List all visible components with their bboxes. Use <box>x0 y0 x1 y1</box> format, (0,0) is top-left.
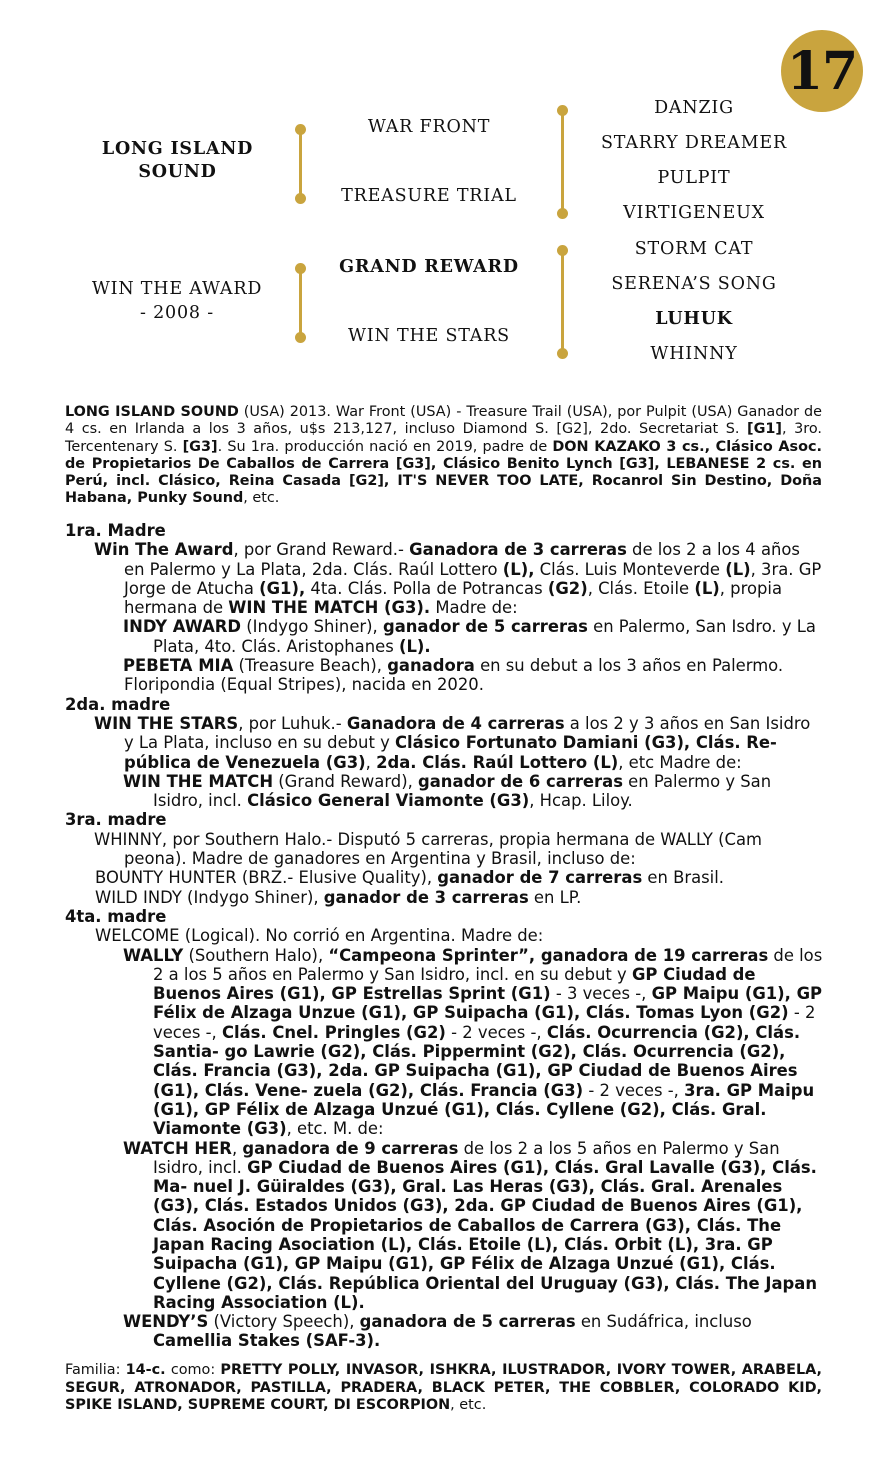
text: en LP. <box>528 887 582 907</box>
bold-text: WATCH HER <box>123 1138 232 1158</box>
family-paragraph <box>65 868 825 887</box>
bold-text: [G1] <box>747 421 782 438</box>
pedigree-dot <box>557 245 568 256</box>
text: (Southern Halo), <box>183 945 329 965</box>
bold-text: 1ra. Madre <box>65 521 166 540</box>
bold-text: GP Ciudad de Buenos Aires (G1), Clás. Gral Lavalle (G3), Clás. Ma- nuel J. Güiraldes (G3), Gral. Las Heras (G3), Clás. Gral. Arenales (G3), Clás. Estados Unidos (G3), 2da. GP Ciudad de Buenos Aires (G1), Clás. Asoción de Propietarios de Caballos de Carrera (G3), Clás. The Japan Racing Asociation (L), Clás. Etoile (L), Clás. Orbit (L), 3ra. GP Suipacha (G1), GP Maipu (G1), GP Félix de Alzaga Unzué (G1), Clás. Cyllene (G2), Clás. República Oriental del Uruguay (G3), Clás. The Japan Racing Association (L). <box>153 1157 818 1312</box>
family-paragraph <box>65 946 825 1139</box>
bold-text: Clásico General Viamonte (G3) <box>247 791 530 811</box>
section-heading <box>65 907 825 926</box>
pedigree-g3-6: SERENA’S SONG <box>611 274 777 294</box>
bold-text: ganadora de 5 carreras <box>359 1312 576 1332</box>
text: . Su 1ra. producción nació en 2019, padre de <box>217 438 553 455</box>
text: , propia hermana de <box>124 578 782 618</box>
pedigree-dam-year: - 2008 - <box>140 303 214 323</box>
text: (Indygo Shiner), <box>241 617 383 637</box>
female-family <box>65 521 825 1351</box>
text: Floripondia (Equal Stripes), nacida en 2020. <box>124 675 484 695</box>
bold-text: Ganadora de 3 carreras <box>409 540 627 560</box>
text: Madre de: <box>430 598 518 618</box>
bold-text: WIN THE MATCH <box>123 771 274 791</box>
bold-text: ganador de 7 carreras <box>437 868 643 888</box>
text: en Palermo y San Isidro, incl. <box>153 771 772 811</box>
section-heading <box>65 521 825 540</box>
pedigree-connector-dam <box>299 268 302 338</box>
bold-text: DON KAZAKO 3 cs., Clásico Asoc. de Propietarios De Caballos de Carrera [G3], Clásico Benito Lynch [G3], LEBANESE 2 cs. en Perú, incl. Clásico, Reina Casada [G2], IT'S NEVER TOO LATE, Rocanrol Sin Destino, Doña Habana, Punky Sound <box>65 438 822 507</box>
pedigree-dot <box>295 332 306 343</box>
text: WELCOME (Logical). No corrió en Argentina. Madre de: <box>95 926 544 946</box>
text: , <box>231 1138 243 1158</box>
family-paragraph <box>65 830 825 869</box>
family-paragraph <box>65 675 825 694</box>
pedigree-dot <box>557 208 568 219</box>
text: 4ta. Clás. Polla de Potrancas <box>305 578 548 598</box>
pedigree-connector-sire <box>299 129 302 199</box>
text: de los 2 a los 5 años en Palermo y San Isidro, incl. en su debut y <box>153 945 823 984</box>
pedigree-dam: WIN THE AWARD <box>91 279 263 299</box>
bold-text: 2da. madre <box>65 694 171 714</box>
bold-text: Win The Award <box>94 540 234 560</box>
text: , 3ro. Tercentenary S. <box>65 421 822 455</box>
pedigree-g3-8: WHINNY <box>650 344 738 364</box>
text: Familia: <box>65 1362 126 1378</box>
text: Clás. Luis Monteverde <box>534 559 726 579</box>
text: (Treasure Beach), <box>233 656 388 676</box>
bold-text: Clás. Ocurrencia (G2), Clás. Santia- go Lawrie (G2), Clás. Pippermint (G2), Clás. Ocurrencia (G2), Clás. Francia (G3), 2da. GP Suipacha (G1), GP Ciudad de Buenos Aires (G1), Clás. Vene- zuela (G2), Clás. Francia (G3) <box>153 1022 801 1100</box>
section-heading <box>65 695 825 714</box>
bold-text: PEBETA MIA <box>123 656 234 676</box>
bold-text: 3ra. madre <box>65 810 167 830</box>
text: en su debut a los 3 años en Palermo. <box>474 656 784 676</box>
pedigree-dam-dam: WIN THE STARS <box>348 326 510 346</box>
pedigree-g3-1: DANZIG <box>654 98 734 118</box>
family-paragraph <box>65 888 825 907</box>
bold-text: (L), <box>502 559 535 579</box>
pedigree-g3-4: VIRTIGENEUX <box>623 203 765 223</box>
family-paragraph <box>65 1139 825 1313</box>
text: , etc. <box>450 1397 487 1414</box>
pedigree-sire: LONG ISLAND SOUND <box>101 139 254 182</box>
sire-summary <box>65 404 822 508</box>
family-paragraph <box>65 656 825 675</box>
text: en Sudáfrica, incluso <box>575 1312 752 1332</box>
text: (Victory Speech), <box>208 1312 360 1332</box>
pedigree-g3-2: STARRY DREAMER <box>601 133 787 153</box>
bold-text: WENDY’S <box>123 1312 209 1332</box>
pedigree-g3-5: STORM CAT <box>634 239 754 259</box>
bold-text: GP Ciudad de Buenos Aires (G1), GP Estrellas Sprint (G1) <box>153 964 756 1004</box>
text: , Hcap. Liloy. <box>529 791 633 811</box>
family-paragraph <box>65 540 825 617</box>
pedigree-sire-dam: TREASURE TRIAL <box>341 186 517 206</box>
bold-text: Camellia Stakes (SAF-3). <box>153 1331 381 1351</box>
text: WHINNY, por Southern Halo.- Disputó 5 carreras, propia hermana de WALLY (Cam peona). Madre de ganadores en Argentina y Brasil, incluso de: <box>94 829 762 869</box>
bold-text: Clásico Fortunato Damiani (G3), Clás. Re- pública de Venezuela (G3) <box>124 733 777 772</box>
pedigree-dot <box>295 124 306 135</box>
text: - 2 veces -, <box>153 1003 816 1042</box>
text: en Brasil. <box>642 868 724 888</box>
pedigree-connector-sire-line <box>561 110 564 214</box>
text: (Grand Reward), <box>273 771 419 791</box>
bold-text: 3ra. GP Maipu (G1), GP Félix de Alzaga Unzué (G1), Clás. Cyllene (G2), Clás. Gral. Viamonte (G3) <box>153 1080 815 1139</box>
bold-text: ganadora <box>387 656 475 676</box>
family-paragraph <box>65 1312 825 1351</box>
bold-text: [G3] <box>182 438 218 455</box>
pedigree-dot <box>295 263 306 274</box>
section-heading <box>65 810 825 829</box>
family-paragraph <box>65 714 825 772</box>
bold-text: Ganadora de 4 carreras <box>346 713 565 733</box>
bold-text: (G1), <box>259 578 306 598</box>
pedigree-connector-dam-line <box>561 250 564 354</box>
text: (USA) 2013. War Front (USA) - Treasure Trail (USA), por Pulpit (USA) Ganador de 4 cs. en Irlanda a los 3 años, u$s 213,127, incluso Diamond S. [G2], 2do. Secretariat S. <box>65 404 823 438</box>
bold-text: GP Maipu (G1), GP Félix de Alzaga Unzue (G1), GP Suipacha (G1), Clás. Tomas Lyon (G2) <box>153 984 823 1023</box>
bold-text: ganador de 5 carreras <box>382 617 588 637</box>
pedigree-g3-3: PULPIT <box>657 168 731 188</box>
pedigree-dam-sire: GRAND REWARD <box>339 257 519 277</box>
bold-text: 2da. Clás. Raúl Lottero (L) <box>376 752 619 772</box>
text: como: <box>165 1362 221 1378</box>
family-paragraph <box>65 926 825 945</box>
text: - 2 veces -, <box>445 1022 547 1042</box>
bold-text: 4ta. madre <box>65 906 167 926</box>
family-paragraph <box>65 772 825 811</box>
bold-text: WIN THE STARS <box>94 713 239 733</box>
bold-text: (G2) <box>547 578 588 598</box>
bold-text: WALLY <box>123 945 184 965</box>
bold-text: PRETTY POLLY, INVASOR, ISHKRA, ILUSTRADOR, IVORY TOWER, ARABELA, SEGUR, ATRONADOR, PASTILLA, PRADERA, BLACK PETER, THE COBBLER, COLORADO KID, SPIKE ISLAND, SUPREME COURT, DI ESCORPION <box>65 1362 822 1414</box>
pedigree-sire-sire: WAR FRONT <box>367 117 491 137</box>
text: - 2 veces -, <box>583 1080 685 1100</box>
bold-text: “Campeona Sprinter”, ganadora de 19 carreras <box>328 945 769 965</box>
pedigree-dot <box>557 105 568 116</box>
bold-text: (L) <box>694 578 720 598</box>
text: BOUNTY HUNTER (BRZ.- Elusive Quality), <box>95 868 438 888</box>
text: WILD INDY (Indygo Shiner), <box>95 887 324 907</box>
text: a los 2 y 3 años en San Isidro y La Plata, incluso en su debut y <box>124 713 811 753</box>
bold-text: WIN THE MATCH (G3). <box>228 598 431 618</box>
pedigree-dot <box>295 193 306 204</box>
bold-text: ganadora de 9 carreras <box>242 1138 459 1158</box>
text: , por Luhuk.- <box>238 713 347 733</box>
text: - 3 veces -, <box>550 984 652 1004</box>
bold-text: Clás. Cnel. Pringles (G2) <box>221 1022 446 1042</box>
bold-text: ganador de 6 carreras <box>418 771 623 791</box>
pedigree-dot <box>557 348 568 359</box>
text: , <box>365 752 377 772</box>
text: , etc. <box>243 490 280 507</box>
bold-text: (L) <box>725 559 751 579</box>
bold-text: (L). <box>398 636 431 656</box>
text: , Clás. Etoile <box>587 578 695 598</box>
lot-number-badge: 17 <box>781 30 863 112</box>
pedigree-g3-7: LUHUK <box>655 309 733 329</box>
text: , etc Madre de: <box>618 752 742 772</box>
text: , por Grand Reward.- <box>233 540 410 560</box>
text: , 3ra. GP Jorge de Atucha <box>124 559 822 598</box>
bold-text: INDY AWARD <box>123 617 242 637</box>
text: de los 2 a los 4 años en Palermo y La Plata, 2da. Clás. Raúl Lottero <box>124 540 800 579</box>
text: , etc. M. de: <box>286 1119 384 1139</box>
family-paragraph <box>65 617 825 656</box>
bold-text: ganador de 3 carreras <box>323 887 529 907</box>
familia-line <box>65 1362 822 1415</box>
bold-text: 14-c. <box>125 1362 166 1378</box>
text: de los 2 a los 5 años en Palermo y San Isidro, incl. <box>153 1138 780 1177</box>
bold-text: LONG ISLAND SOUND <box>65 404 239 420</box>
text: en Palermo, San Isdro. y La Plata, 4to. Clás. Aristophanes <box>153 617 816 656</box>
